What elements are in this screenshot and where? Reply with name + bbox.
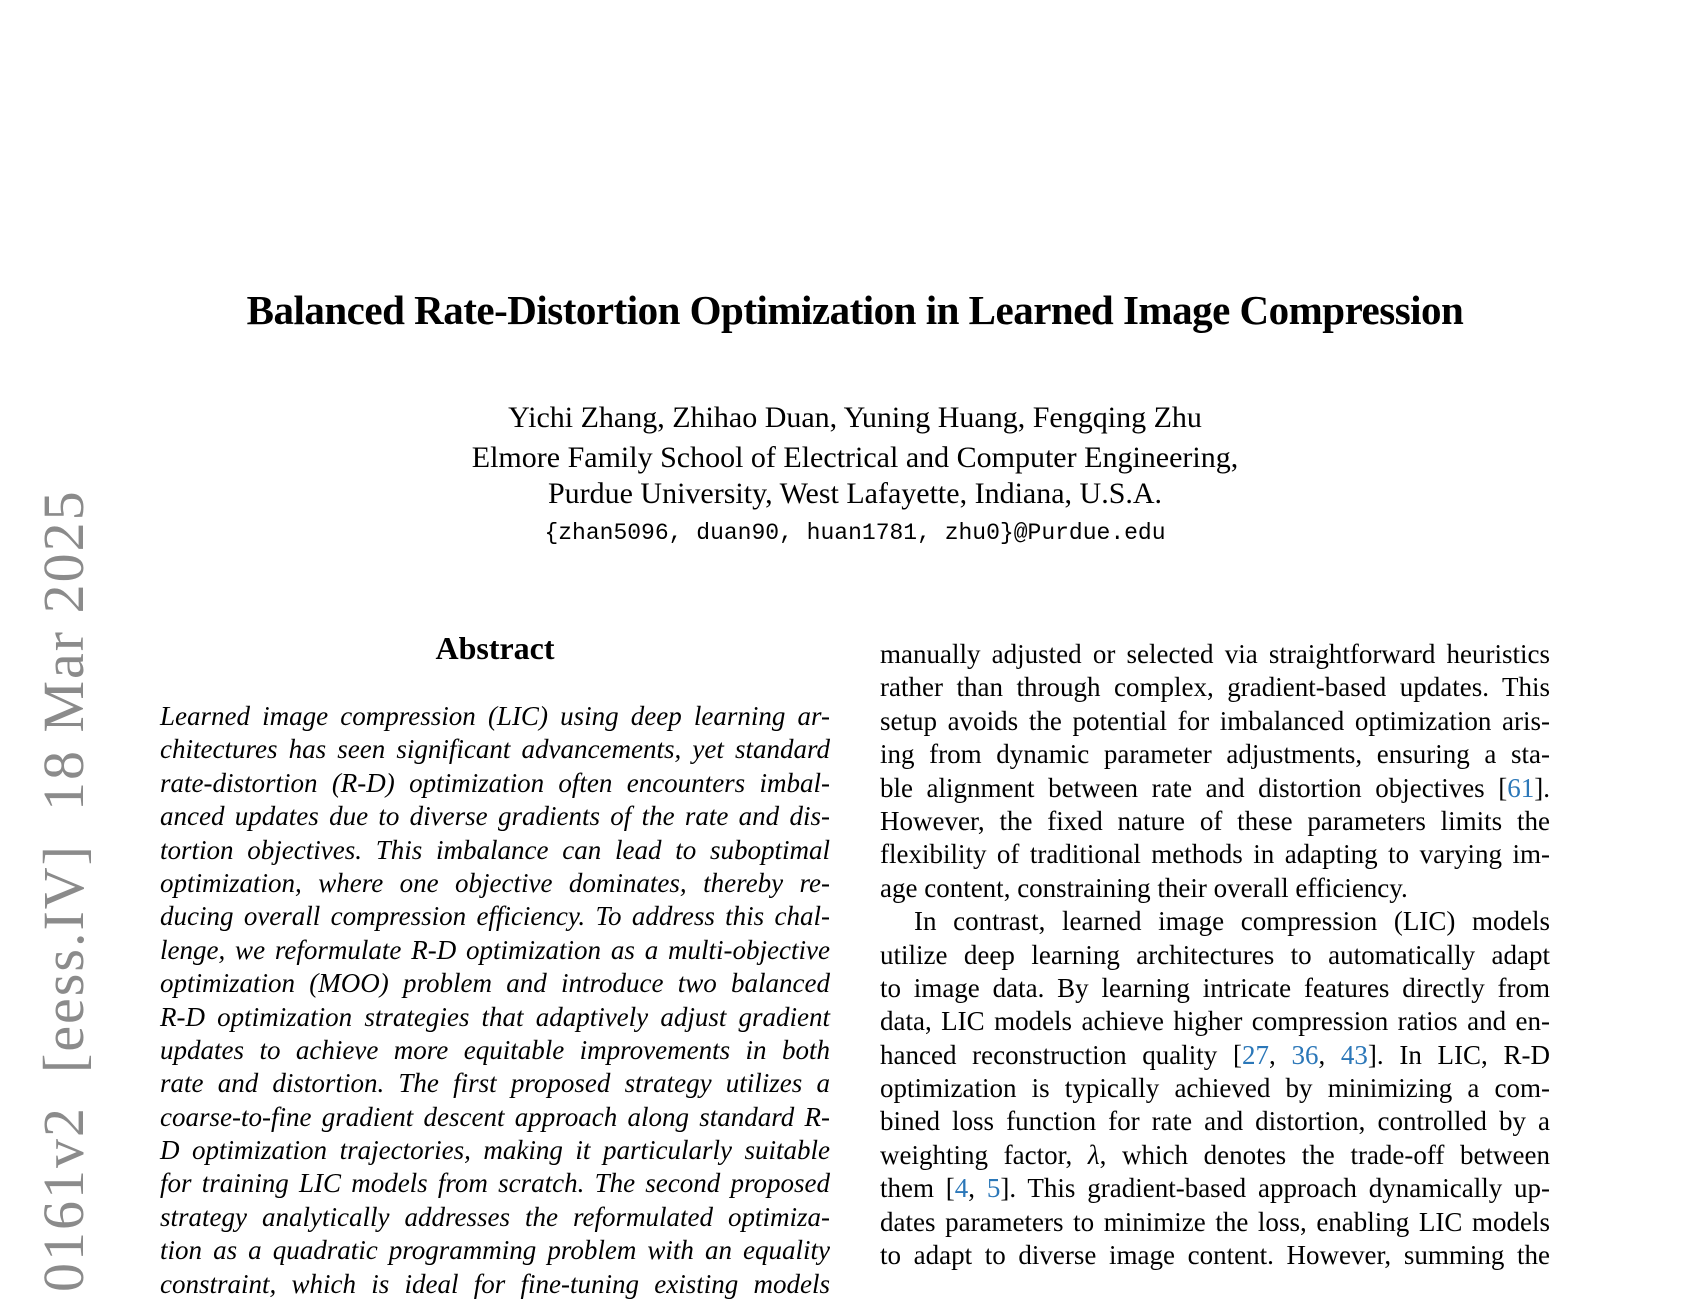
text-segment: rate and distortion. The first proposed strategy utilizes a — [160, 1068, 830, 1099]
text-segment: tion as a quadratic programming problem with an equality — [160, 1235, 830, 1266]
text-line — [160, 1101, 830, 1134]
text-line — [160, 733, 830, 766]
author-emails: {zhan5096, duan90, huan1781, zhu0}@Purdue.edu — [544, 520, 1166, 546]
text-segment: D optimization trajectories, making it particularly suitable — [160, 1135, 830, 1166]
text-line — [160, 1234, 830, 1267]
text-line — [880, 905, 1550, 938]
text-segment: to adapt to diverse image content. However, summing the — [880, 1240, 1550, 1271]
text-segment: dates parameters to minimize the loss, enabling LIC models — [880, 1206, 1550, 1237]
text-segment: updates to achieve more equitable improvements in both — [160, 1034, 830, 1065]
paper-title: Balanced Rate-Distortion Optimization in Learned Image Compression — [246, 287, 1464, 333]
text-line — [880, 1206, 1550, 1239]
text-segment: for training LIC models from scratch. The second proposed — [160, 1168, 830, 1199]
lambda-symbol: λ — [1087, 1139, 1100, 1170]
introduction-column — [880, 638, 1550, 1272]
text-line — [160, 1134, 830, 1167]
text-line — [880, 671, 1550, 704]
affiliation-line-2: Purdue University, West Lafayette, Indiana, U.S.A. — [547, 477, 1163, 510]
citation-link[interactable]: 43 — [1340, 1039, 1368, 1070]
text-segment: tortion objectives. This imbalance can lead to suboptimal — [160, 834, 830, 865]
text-segment: hanced reconstruction quality [ — [880, 1039, 1242, 1070]
text-segment: chitectures has seen significant advancements, yet standard — [160, 734, 830, 765]
text-segment: strategy analytically addresses the reformulated optimiza- — [160, 1201, 830, 1232]
text-line — [160, 1034, 830, 1067]
affiliation-line-1: Elmore Family School of Electrical and Computer Engineering, — [471, 441, 1239, 474]
text-segment: optimization, where one objective dominates, thereby re- — [160, 867, 830, 898]
text-line — [880, 1172, 1550, 1205]
text-segment: them [ — [880, 1173, 955, 1204]
text-segment: However, the fixed nature of these parameters limits the — [880, 805, 1550, 836]
author-names: Yichi Zhang, Zhihao Duan, Yuning Huang, Fengqing Zhu — [508, 401, 1202, 434]
text-segment: ble alignment between rate and distortion objectives [ — [880, 772, 1508, 803]
text-segment: flexibility of traditional methods in adapting to varying im- — [880, 839, 1550, 870]
citation-link[interactable]: 61 — [1507, 772, 1535, 803]
text-segment: optimization is typically achieved by minimizing a com- — [880, 1073, 1550, 1104]
text-line — [160, 1067, 830, 1100]
text-segment: rather than through complex, gradient-based updates. This — [880, 672, 1550, 703]
text-line — [160, 700, 830, 733]
text-line — [160, 834, 830, 867]
text-line — [880, 838, 1550, 871]
text-line — [160, 1201, 830, 1234]
text-segment: constraint, which is ideal for fine-tuning existing models — [160, 1268, 830, 1299]
text-line — [160, 1001, 830, 1034]
text-line — [160, 767, 830, 800]
text-line — [880, 1072, 1550, 1105]
text-segment: ing from dynamic parameter adjustments, ensuring a sta- — [880, 739, 1550, 770]
text-segment: , — [1318, 1039, 1341, 1070]
text-segment: rate-distortion (R-D) optimization often encounters imbal- — [160, 767, 830, 798]
text-line — [160, 934, 830, 967]
text-segment: setup avoids the potential for imbalanced optimization aris- — [880, 705, 1550, 736]
text-segment: lenge, we reformulate R-D optimization as a multi-objective — [160, 934, 830, 965]
text-segment: ]. — [1534, 772, 1550, 803]
text-segment: coarse-to-fine gradient descent approach along standard R- — [160, 1101, 830, 1132]
text-segment: bined loss function for rate and distortion, controlled by a — [880, 1106, 1550, 1137]
text-line — [880, 1239, 1550, 1272]
text-segment: manually adjusted or selected via straightforward heuristics — [880, 639, 1550, 669]
text-line — [880, 939, 1550, 972]
text-segment: age content, constraining their overall efficiency. — [880, 872, 1408, 903]
citation-link[interactable]: 5 — [986, 1173, 1001, 1204]
text-segment: , — [1269, 1039, 1292, 1070]
text-line — [160, 867, 830, 900]
citation-link[interactable]: 4 — [954, 1173, 969, 1204]
arxiv-identifier-stamp: 0161v2 [eess.IV] 18 Mar 2025 — [31, 489, 96, 1292]
text-segment: , — [968, 1173, 987, 1204]
text-line — [160, 1268, 830, 1301]
text-line — [880, 805, 1550, 838]
text-segment: , which denotes the trade-off between — [1099, 1139, 1550, 1170]
text-segment: ducing overall compression efficiency. To address this chal- — [160, 901, 830, 932]
text-segment: to image data. By learning intricate features directly from — [880, 972, 1550, 1003]
text-segment: data, LIC models achieve higher compression ratios and en- — [880, 1006, 1550, 1037]
text-line — [160, 800, 830, 833]
text-segment: optimization (MOO) problem and introduce two balanced — [160, 968, 830, 999]
text-line — [880, 772, 1550, 805]
text-segment: utilize deep learning architectures to automatically adapt — [880, 939, 1550, 970]
text-line — [880, 1005, 1550, 1038]
text-line — [160, 967, 830, 1000]
text-line — [880, 738, 1550, 771]
text-line — [160, 900, 830, 933]
text-line — [880, 1039, 1550, 1072]
text-line — [880, 705, 1550, 738]
text-segment: anced updates due to diverse gradients of the rate and dis- — [160, 801, 830, 832]
text-segment: ]. In LIC, R-D — [1367, 1039, 1550, 1070]
text-segment: Learned image compression (LIC) using deep learning ar- — [160, 701, 830, 731]
text-line — [160, 1167, 830, 1200]
text-line — [880, 1139, 1550, 1172]
text-segment: ]. This gradient-based approach dynamically up- — [1000, 1173, 1550, 1204]
abstract-heading: Abstract — [435, 630, 555, 666]
text-segment: In contrast, learned image compression (LIC) models — [914, 906, 1550, 937]
text-line — [880, 638, 1550, 671]
text-line — [880, 1105, 1550, 1138]
text-segment: R-D optimization strategies that adaptively adjust gradient — [160, 1001, 830, 1032]
text-segment: weighting factor, — [880, 1139, 1088, 1170]
text-line — [880, 872, 1550, 905]
citation-link[interactable]: 36 — [1291, 1039, 1319, 1070]
abstract-column — [160, 700, 830, 1301]
text-line — [880, 972, 1550, 1005]
citation-link[interactable]: 27 — [1242, 1039, 1269, 1070]
